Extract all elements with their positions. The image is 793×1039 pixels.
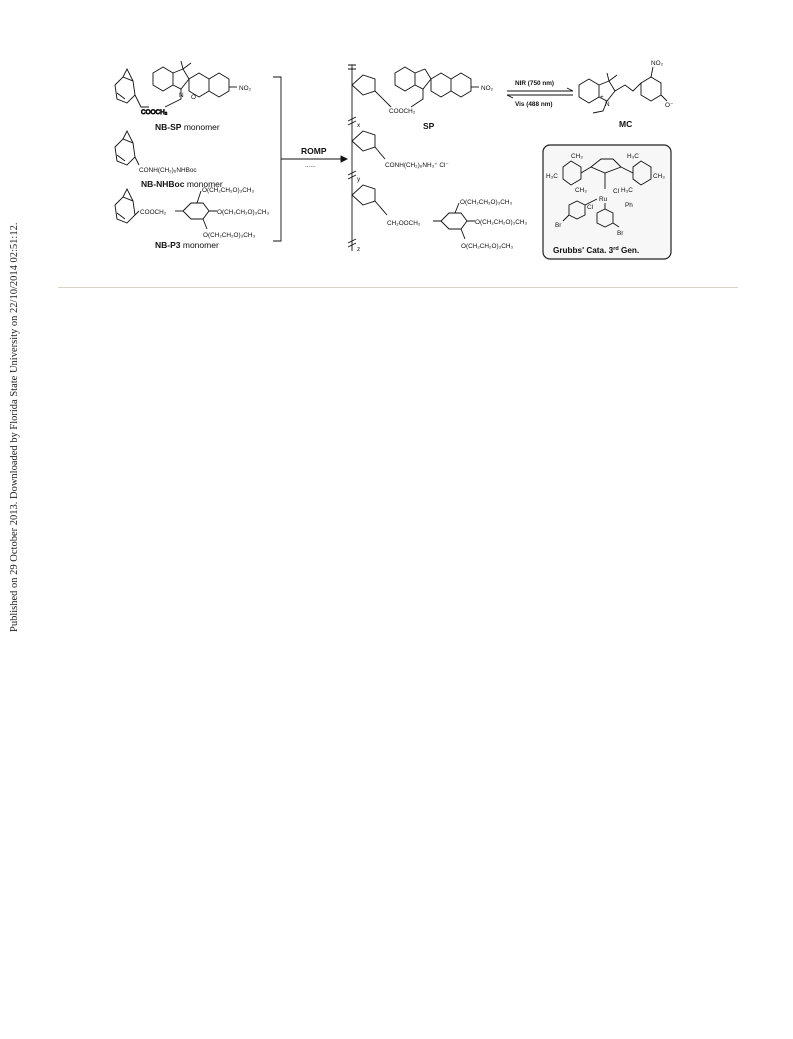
nir-label: NIR (750 nm) [515, 80, 555, 87]
merocyanine-structure [579, 60, 673, 129]
cat-ch3-5: CH₃ [575, 187, 587, 194]
sp-n-atom: N [179, 92, 184, 99]
sp-nitro: NO₂ [239, 85, 252, 92]
p3-chain-3: O(CH₂CH₂O)₃CH₃ [203, 232, 256, 239]
nhboc-group: CONH(CH₂)₆NHBoc [139, 167, 197, 174]
mc-nitro: NO₂ [651, 60, 664, 67]
polymer-p3-link: CH₂OOCH₂ [387, 220, 421, 227]
download-notice: Published on 29 October 2013. Downloaded by Florida State University on 22/10/2014 02:51:12. [9, 222, 20, 632]
romp-dots: ...... [305, 162, 316, 169]
p3-ester-group: COOCH₂ [140, 209, 167, 216]
norbornene-ring [115, 69, 149, 107]
equilibrium-arrows [507, 80, 573, 108]
sp-o-atom: O [191, 94, 196, 101]
vis-label: Vis (488 nm) [515, 101, 553, 108]
subscript-x: x [357, 122, 361, 129]
polymer-chain-1: O(CH₂CH₂O)₃CH₃ [460, 199, 513, 206]
polymer-chain-3: O(CH₂CH₂O)₃CH₃ [461, 243, 514, 250]
nb-nhboc-monomer [115, 131, 223, 189]
cat-cl-2: Cl [587, 204, 594, 211]
nb-nhboc-label: NB-NHBoc monomer [141, 179, 223, 189]
polymer-structure [348, 65, 527, 253]
polymer-sp-nitro: NO₂ [481, 85, 494, 92]
mc-phenolate: O⁻ [665, 102, 674, 109]
cat-ch3-4: CH₃ [653, 173, 665, 180]
cat-ph: Ph [625, 202, 633, 209]
monomer-bracket [273, 77, 281, 241]
cat-ru: Ru [599, 196, 608, 203]
cat-ch3-6: H₃C [621, 187, 633, 194]
romp-arrow [281, 146, 347, 169]
nb-sp-monomer [115, 61, 252, 132]
subscript-y: y [357, 176, 361, 183]
cat-br-2: Br [617, 230, 624, 237]
nb-p3-monomer [115, 187, 269, 250]
polymer-chain-2: O(CH₂CH₂O)₃CH₃ [475, 219, 528, 226]
mc-plus: + [600, 94, 604, 101]
p3-chain-1: O(CH₂CH₂O)₃CH₃ [202, 187, 255, 194]
grubbs-catalyst-box [543, 145, 671, 259]
sp-form-label: SP [423, 121, 435, 131]
polymer-sp-ester: COOCH₂ [389, 108, 416, 115]
mc-form-label: MC [619, 119, 633, 129]
nb-p3-label: NB-P3 monomer [155, 240, 219, 250]
section-divider [58, 287, 738, 288]
p3-chain-2: O(CH₂CH₂O)₃CH₃ [217, 209, 270, 216]
cat-cl-1: Cl [613, 188, 620, 195]
sp-ester-group: COOCH₂ [141, 109, 168, 116]
cat-ch3-3: H₃C [546, 173, 558, 180]
cat-ch3-2: H₃C [627, 153, 639, 160]
polymer-amine-group: CONH(CH₂)₆NH₃⁺ Cl⁻ [385, 162, 449, 169]
grubbs-label: Grubbs' Cata. 3rd Gen. [553, 246, 640, 255]
cat-br-1: Br [555, 222, 562, 229]
romp-reaction-scheme [105, 55, 705, 270]
subscript-z: z [357, 246, 361, 253]
nb-sp-label: NB-SP monomer [155, 122, 220, 132]
romp-label: ROMP [301, 146, 327, 156]
cat-ch3-1: CH₃ [571, 153, 583, 160]
mc-n-atom: N [605, 101, 610, 108]
